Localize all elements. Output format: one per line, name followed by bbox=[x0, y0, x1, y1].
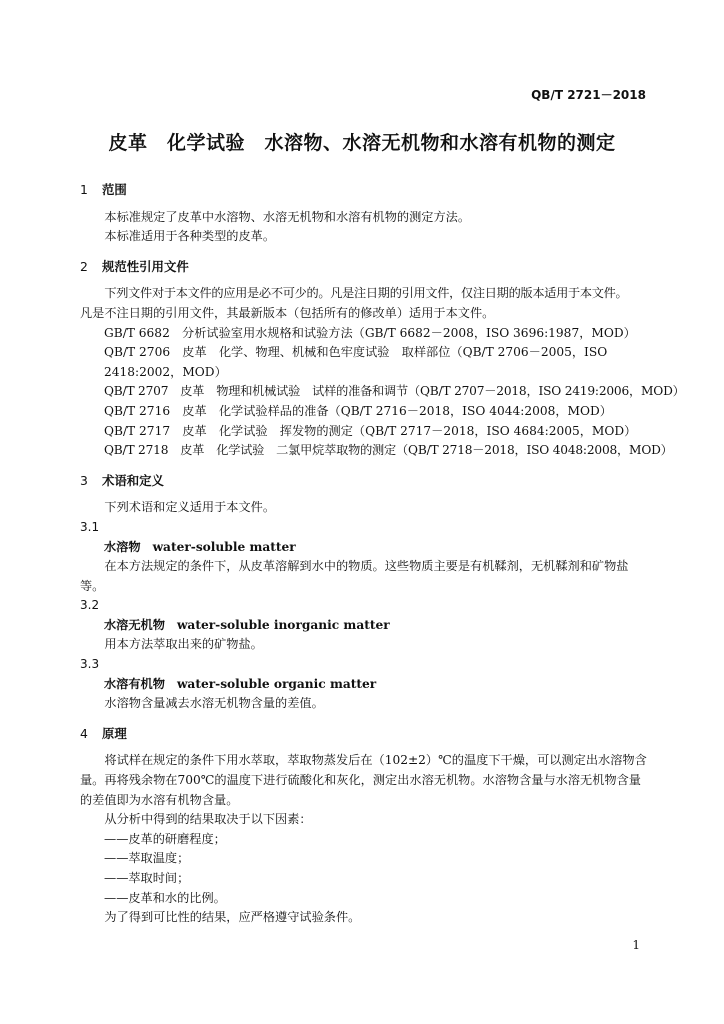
paragraph: 为了得到可比性的结果，应严格遵守试验条件。 bbox=[104, 910, 361, 925]
term-chinese: 水溶物 bbox=[104, 539, 141, 554]
term-english: water-soluble matter bbox=[152, 539, 296, 554]
reference-item: QB/T 2706 皮革 化学、物理、机械和色牢度试验 取样部位（QB/T 2706－2005，ISO 2418:2002，MOD） bbox=[104, 345, 608, 379]
document-body bbox=[80, 180, 685, 928]
section-heading-scope bbox=[80, 180, 652, 200]
term-english: water-soluble organic matter bbox=[176, 676, 377, 691]
section-title: 术语和定义 bbox=[102, 472, 164, 488]
section-number: 2 bbox=[80, 258, 88, 274]
term-english: water-soluble inorganic matter bbox=[176, 617, 390, 632]
factor-item: ——皮革和水的比例。 bbox=[104, 890, 226, 905]
term-heading bbox=[80, 675, 652, 695]
term-number: 3.1 bbox=[80, 519, 100, 534]
reference-item: GB/T 6682 分析试验室用水规格和试验方法（GB/T 6682－2008，ISO 3696:1987，MOD） bbox=[104, 325, 636, 340]
factor-item: ——萃取温度； bbox=[104, 851, 190, 866]
term-definition: 在本方法规定的条件下，从皮革溶解到水中的物质。这些物质主要是有机鞣剂，无机鞣剂和矿物盐等。 bbox=[80, 559, 629, 593]
document-title: 皮革 化学试验 水溶物、水溶无机物和水溶有机物的测定 bbox=[108, 132, 616, 154]
page-number: 1 bbox=[632, 938, 640, 952]
term-definition: 用本方法萃取出来的矿物盐。 bbox=[104, 637, 263, 652]
factor-item: ——萃取时间； bbox=[104, 871, 190, 885]
section-number: 4 bbox=[80, 725, 88, 741]
term-heading bbox=[80, 538, 652, 558]
section-title: 规范性引用文件 bbox=[102, 258, 189, 274]
reference-item: QB/T 2716 皮革 化学试验样品的准备（QB/T 2716－2018，ISO 4044:2008，MOD） bbox=[104, 403, 612, 418]
section-heading-principle bbox=[80, 724, 652, 744]
section-number: 1 bbox=[80, 182, 88, 197]
paragraph: 从分析中得到的结果取决于以下因素： bbox=[104, 812, 312, 827]
reference-item: QB/T 2707 皮革 物理和机械试验 试样的准备和调节（QB/T 2707－2018，ISO 2419:2006，MOD） bbox=[104, 384, 685, 399]
term-chinese: 水溶无机物 bbox=[104, 617, 165, 632]
term-number: 3.2 bbox=[80, 598, 100, 613]
term-heading bbox=[80, 616, 652, 636]
section-number: 3 bbox=[80, 472, 88, 488]
paragraph: 下列术语和定义适用于本文件。 bbox=[104, 500, 276, 515]
section-heading-terms bbox=[80, 471, 652, 491]
section-title: 范围 bbox=[102, 182, 127, 197]
term-definition: 水溶物含量减去水溶无机物含量的差值。 bbox=[104, 696, 324, 711]
section-title: 原理 bbox=[102, 725, 127, 741]
term-number: 3.3 bbox=[80, 657, 100, 672]
paragraph: 将试样在规定的条件下用水萃取，萃取物蒸发后在（102±2）℃的温度下干燥，可以测定出水溶物含量。再将残余物在700℃的温度下进行硫酸化和灰化，测定出水溶无机物。水溶物含量与水溶无机物含量的差值即为水溶有机物含量。 bbox=[80, 753, 647, 807]
factor-item: ——皮革的研磨程度； bbox=[104, 831, 226, 846]
reference-item: QB/T 2717 皮革 化学试验 挥发物的测定（QB/T 2717－2018，ISO 4684:2005，MOD） bbox=[104, 423, 637, 438]
standard-code: QB/T 2721－2018 bbox=[531, 88, 646, 102]
paragraph: 本标准适用于各种类型的皮革。 bbox=[104, 229, 276, 244]
reference-item: QB/T 2718 皮革 化学试验 二氯甲烷萃取物的测定（QB/T 2718－2018，ISO 4048:2008，MOD） bbox=[104, 443, 673, 458]
paragraph: 凡是不注日期的引用文件，其最新版本（包括所有的修改单）适用于本文件。 bbox=[80, 305, 495, 320]
section-heading-normative-refs bbox=[80, 257, 652, 277]
term-chinese: 水溶有机物 bbox=[104, 676, 165, 691]
paragraph: 下列文件对于本文件的应用是必不可少的。凡是注日期的引用文件，仅注日期的版本适用于本文件。 bbox=[104, 286, 628, 301]
paragraph: 本标准规定了皮革中水溶物、水溶无机物和水溶有机物的测定方法。 bbox=[104, 209, 471, 224]
